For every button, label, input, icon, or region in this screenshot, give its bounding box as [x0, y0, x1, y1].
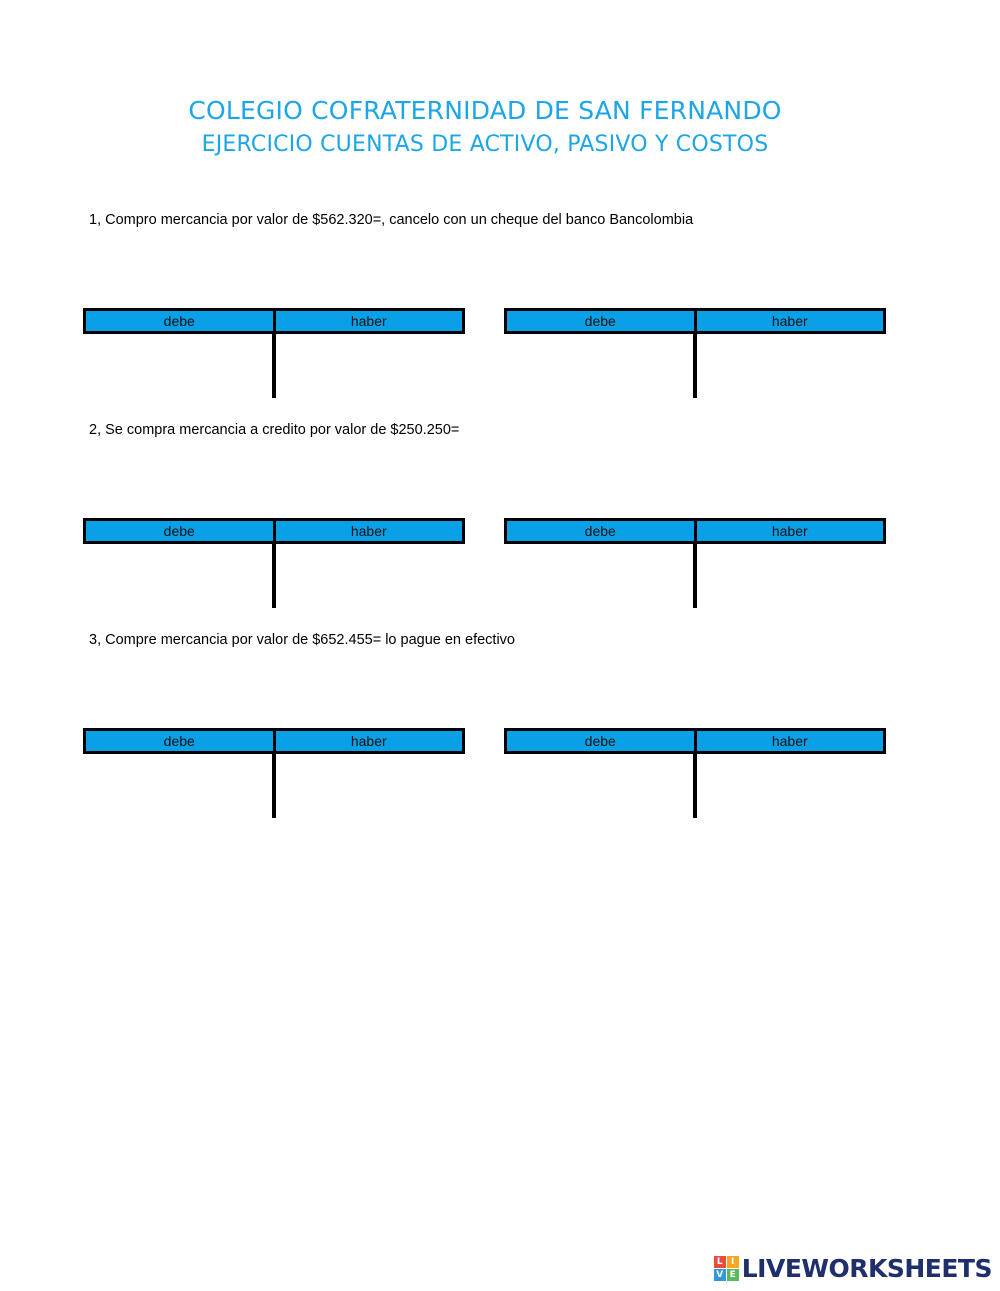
- credit-label: haber: [350, 313, 387, 329]
- debit-label: debe: [507, 311, 697, 331]
- t-account-3a: [83, 728, 465, 818]
- t-account-header: [83, 518, 465, 544]
- exercise-1-text: 1, Compro mercancia por valor de $562.320=, cancelo con un cheque del banco Bancolombia: [89, 212, 694, 228]
- t-account-header: [504, 308, 886, 334]
- credit-label: haber: [771, 733, 808, 749]
- logo-block-i: I: [727, 1256, 739, 1268]
- logo-block-e: E: [727, 1269, 739, 1281]
- credit-label: haber: [350, 523, 387, 539]
- t-account-header: [504, 728, 886, 754]
- t-account-header: [83, 308, 465, 334]
- t-account-1b: [504, 308, 886, 398]
- t-account-divider: [272, 754, 276, 818]
- t-account-divider: [693, 334, 697, 398]
- t-account-2b: [504, 518, 886, 608]
- document-header: [0, 94, 970, 162]
- t-account-divider: [272, 334, 276, 398]
- school-name: COLEGIO COFRATERNIDAD DE SAN FERNANDO: [188, 96, 782, 125]
- logo-block-v: V: [714, 1269, 726, 1281]
- credit-label: haber: [771, 523, 808, 539]
- debit-label: debe: [507, 731, 697, 751]
- debit-label: debe: [86, 731, 276, 751]
- t-account-divider: [272, 544, 276, 608]
- t-account-2a: [83, 518, 465, 608]
- liveworksheets-logo: [714, 1253, 992, 1283]
- exercise-2-text: 2, Se compra mercancia a credito por valor de $250.250=: [89, 422, 460, 438]
- exercise-3-text: 3, Compre mercancia por valor de $652.455= lo pague en efectivo: [89, 632, 516, 648]
- worksheet-subtitle: EJERCICIO CUENTAS DE ACTIVO, PASIVO Y COSTOS: [201, 132, 769, 157]
- t-account-1a: [83, 308, 465, 398]
- logo-blocks-icon: [714, 1256, 739, 1281]
- logo-block-l: L: [714, 1256, 726, 1268]
- logo-text: LIVEWORKSHEETS: [741, 1253, 992, 1283]
- debit-label: debe: [86, 521, 276, 541]
- t-account-header: [83, 728, 465, 754]
- credit-label: haber: [350, 733, 387, 749]
- credit-label: haber: [771, 313, 808, 329]
- t-account-divider: [693, 754, 697, 818]
- debit-label: debe: [507, 521, 697, 541]
- t-account-header: [504, 518, 886, 544]
- debit-label: debe: [86, 311, 276, 331]
- t-account-3b: [504, 728, 886, 818]
- t-account-divider: [693, 544, 697, 608]
